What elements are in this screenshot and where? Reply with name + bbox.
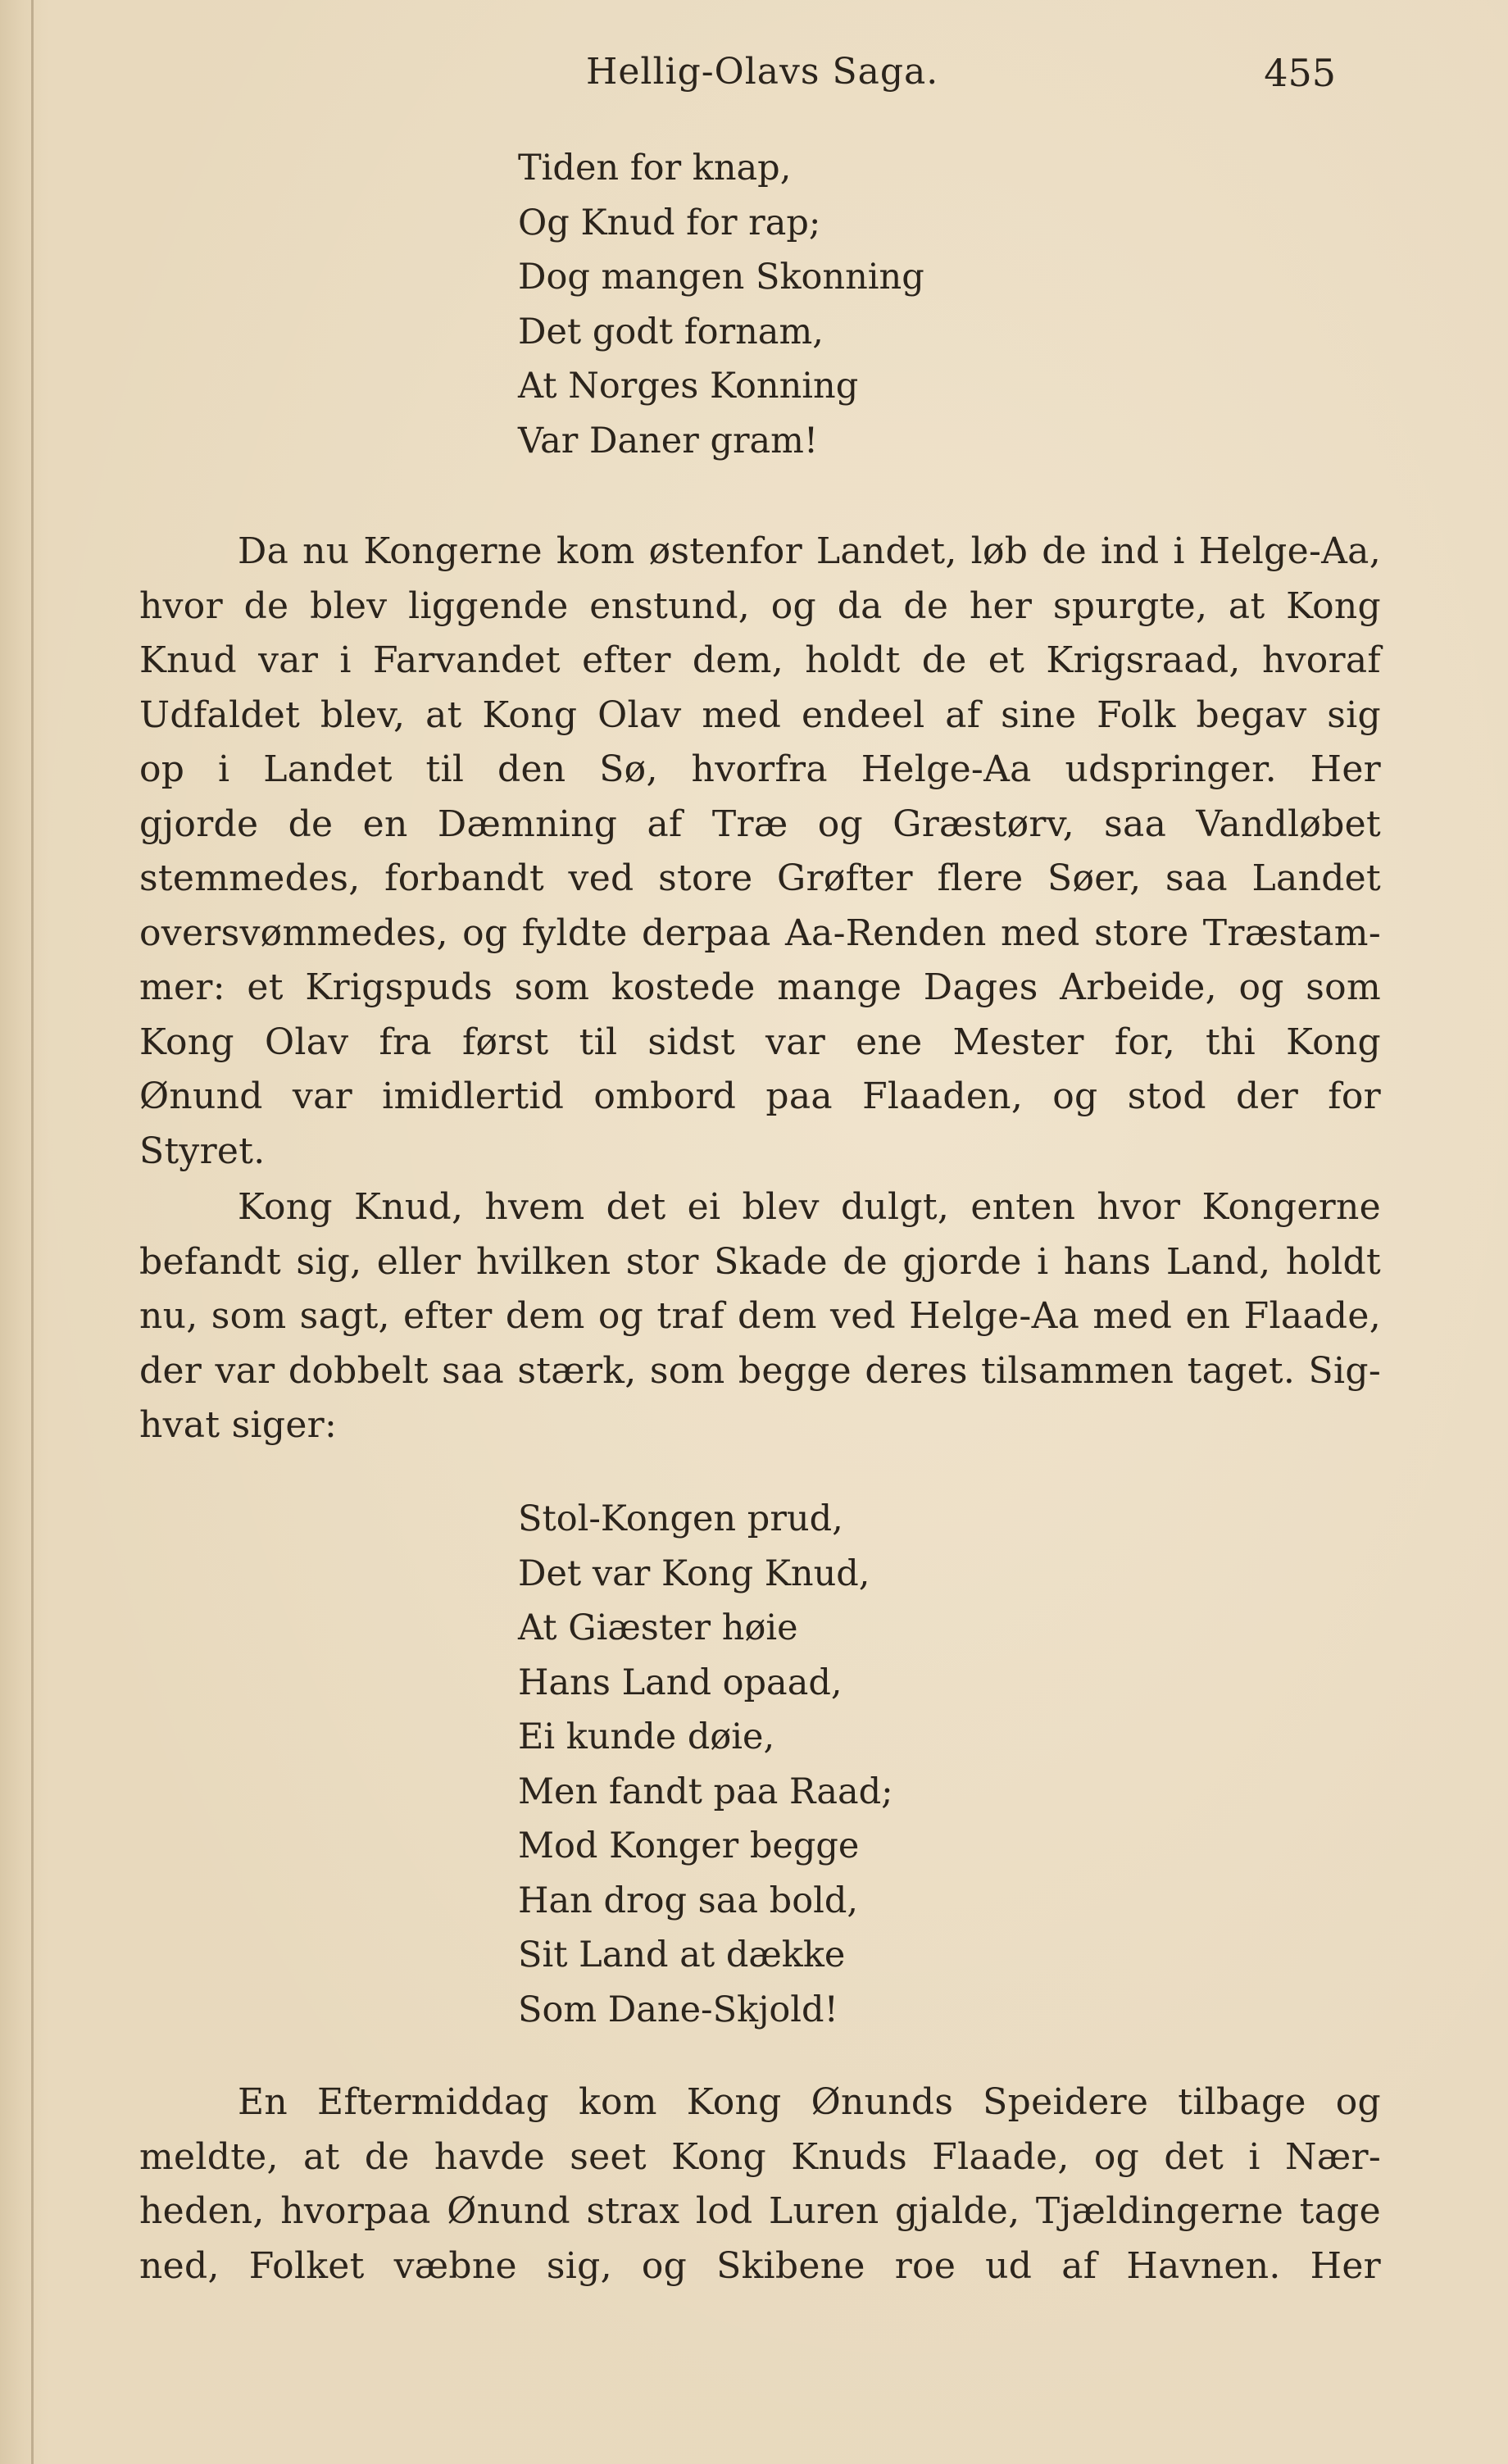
paragraph-1 [139, 525, 1381, 1179]
text-line: En Eftermiddag kom Kong Ønunds Speidere tilbage og [238, 2081, 1381, 2123]
verse-line: Mod Konger begge [518, 1825, 860, 1866]
verse-line: At Giæster høie [518, 1607, 798, 1648]
paragraph-2 [139, 1180, 1381, 1453]
verse-line: Og Knud for rap; [518, 202, 821, 243]
text-line: Kong Olav fra først til sidst var ene Mester for, thi Kong [139, 1021, 1381, 1063]
verse-line: Dog mangen Skonning [518, 257, 924, 298]
text-line: Styret. [139, 1130, 266, 1172]
text-line: stemmedes, forbandt ved store Grøfter flere Søer, saa Landet [139, 857, 1381, 899]
verse-line: Det var Kong Knud, [518, 1553, 870, 1594]
text-line: hvat siger: [139, 1404, 338, 1446]
paragraph-3 [139, 2075, 1381, 2294]
text-line: oversvømmedes, og fyldte derpaa Aa-Renden med store Træstam- [139, 911, 1381, 954]
text-line: Udfaldet blev, at Kong Olav med endeel af sine Folk begav sig [139, 693, 1381, 736]
text-line: meldte, at de havde seet Kong Knuds Flaade, og det i Nær- [139, 2135, 1381, 2178]
page-header [139, 51, 1336, 108]
verse-line: Han drog saa bold, [518, 1880, 859, 1921]
verse-line: Som Dane-Skjold! [518, 1989, 838, 2030]
verse-line: Stol-Kongen prud, [518, 1498, 843, 1539]
text-line: ned, Folket væbne sig, og Skibene roe ud af Havnen. Her [139, 2244, 1381, 2287]
text-line: befandt sig, eller hvilken stor Skade de gjorde i hans Land, holdt [139, 1240, 1381, 1283]
verse-line: Men fandt paa Raad; [518, 1771, 893, 1812]
text-line: Da nu Kongerne kom østenfor Landet, løb de ind i Helge-Aa, [238, 530, 1381, 572]
text-line: mer: et Krigspuds som kostede mange Dages Arbeide, og som [139, 966, 1381, 1008]
page-number: 455 [1264, 51, 1336, 95]
verse-line: Sit Land at dække [518, 1934, 846, 1975]
text-line: nu, som sagt, efter dem og traf dem ved Helge-Aa med en Flaade, [139, 1295, 1381, 1337]
running-title: Hellig-Olavs Saga. [586, 51, 939, 93]
text-line: hvor de blev liggende enstund, og da de her spurgte, at Kong [139, 584, 1381, 627]
text-line: der var dobbelt saa stærk, som begge deres tilsammen taget. Sig- [139, 1349, 1381, 1392]
text-line: Knud var i Farvandet efter dem, holdt de et Krigsraad, hvoraf [139, 639, 1381, 681]
verse-line: Hans Land opaad, [518, 1662, 843, 1703]
verse-stanza-2 [518, 1492, 893, 2037]
verse-line: Det godt fornam, [518, 311, 824, 352]
text-line: op i Landet til den Sø, hvorfra Helge-Aa udspringer. Her [139, 748, 1381, 790]
verse-line: At Norges Konning [518, 366, 859, 407]
text-line: Kong Knud, hvem det ei blev dulgt, enten hvor Kongerne [238, 1186, 1381, 1228]
verse-line: Var Daner gram! [518, 420, 819, 461]
text-line: heden, hvorpaa Ønund strax lod Luren gjalde, Tjældingerne tage [139, 2190, 1381, 2232]
text-line: Ønund var imidlertid ombord paa Flaaden, og stod der for [139, 1075, 1381, 1117]
verse-stanza-1 [518, 141, 924, 468]
verse-line: Ei kunde døie, [518, 1716, 775, 1757]
page-gutter-edge [31, 0, 34, 2464]
verse-line: Tiden for knap, [518, 148, 792, 189]
text-line: gjorde de en Dæmning af Træ og Græstørv, saa Vandløbet [139, 802, 1381, 845]
